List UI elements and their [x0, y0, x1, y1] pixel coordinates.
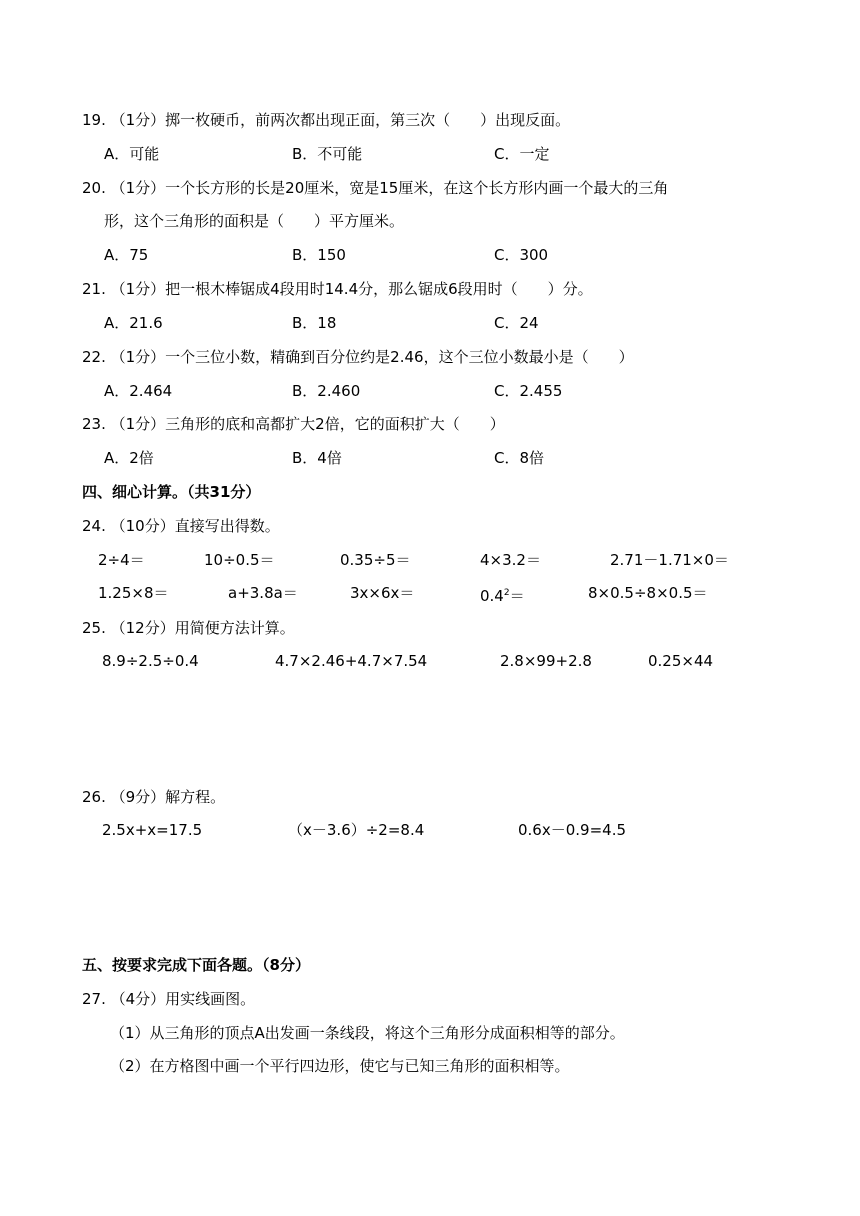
question-22-stem: 22. （1分）一个三位小数，精确到百分位约是2.46，这个三位小数最小是（ ） [82, 348, 634, 366]
question-27-sub-1: （1）从三角形的顶点A出发画一条线段，将这个三角形分成面积相等的部分。 [110, 1024, 625, 1042]
question-20-stem-line2: 形，这个三角形的面积是（ ）平方厘米。 [104, 212, 405, 230]
question-20-option-c: C．300 [494, 246, 549, 264]
calc-item: 3x×6x＝ [350, 584, 415, 602]
question-22-option-a: A．2.464 [104, 382, 173, 400]
simplify-item: 4.7×2.46+4.7×7.54 [275, 652, 428, 670]
question-21-option-c: C．24 [494, 314, 539, 332]
question-22-option-c: C．2.455 [494, 382, 563, 400]
question-21-option-a: A．21.6 [104, 314, 163, 332]
equals-sign: ＝ [509, 587, 525, 605]
question-22-option-b: B．2.460 [292, 382, 361, 400]
calc-item: 8×0.5÷8×0.5＝ [588, 584, 708, 602]
calc-item: 10÷0.5＝ [204, 551, 275, 569]
question-23-option-c: C．8倍 [494, 449, 545, 467]
calc-item: 2÷4＝ [98, 551, 145, 569]
question-20-stem-line1: 20. （1分）一个长方形的长是20厘米，宽是15厘米，在这个长方形内画一个最大的三角 [82, 179, 669, 197]
calc-item: 2.71－1.71×0＝ [610, 551, 729, 569]
question-24-stem: 24. （10分）直接写出得数。 [82, 517, 280, 535]
simplify-item: 8.9÷2.5÷0.4 [102, 652, 199, 670]
question-20-option-a: A．75 [104, 246, 149, 264]
question-25-stem: 25. （12分）用简便方法计算。 [82, 619, 295, 637]
calc-item: 0.35÷5＝ [340, 551, 411, 569]
question-27-sub-2: （2）在方格图中画一个平行四边形，使它与已知三角形的面积相等。 [110, 1057, 570, 1075]
calc-item: 4×3.2＝ [480, 551, 541, 569]
calc-item-power [480, 583, 525, 606]
simplify-item: 2.8×99+2.8 [500, 652, 592, 670]
equation-item: （x－3.6）÷2=8.4 [288, 821, 425, 839]
question-21-stem: 21. （1分）把一根木棒锯成4段用时14.4分，那么锯成6段用时（ ）分。 [82, 280, 593, 298]
question-19-option-c: C．一定 [494, 145, 550, 163]
power-base: 0.4 [480, 587, 504, 605]
question-19-stem: 19. （1分）掷一枚硬币，前两次都出现正面，第三次（ ）出现反面。 [82, 111, 571, 129]
equation-item: 0.6x－0.9=4.5 [518, 821, 627, 839]
question-23-option-a: A．2倍 [104, 449, 154, 467]
question-19-option-b: B．不可能 [292, 145, 363, 163]
question-21-option-b: B．18 [292, 314, 337, 332]
question-23-stem: 23. （1分）三角形的底和高都扩大2倍，它的面积扩大（ ） [82, 415, 505, 433]
calc-item: 1.25×8＝ [98, 584, 169, 602]
power-exponent: 2 [503, 588, 510, 598]
calc-item: a+3.8a＝ [228, 584, 298, 602]
simplify-item: 0.25×44 [648, 652, 714, 670]
equation-item: 2.5x+x=17.5 [102, 821, 203, 839]
section-5-title: 五、按要求完成下面各题。（8分） [82, 956, 310, 974]
question-26-stem: 26. （9分）解方程。 [82, 788, 226, 806]
section-4-title: 四、细心计算。（共31分） [82, 483, 261, 501]
question-27-stem: 27. （4分）用实线画图。 [82, 990, 256, 1008]
question-20-option-b: B．150 [292, 246, 346, 264]
question-23-option-b: B．4倍 [292, 449, 342, 467]
question-19-option-a: A．可能 [104, 145, 160, 163]
